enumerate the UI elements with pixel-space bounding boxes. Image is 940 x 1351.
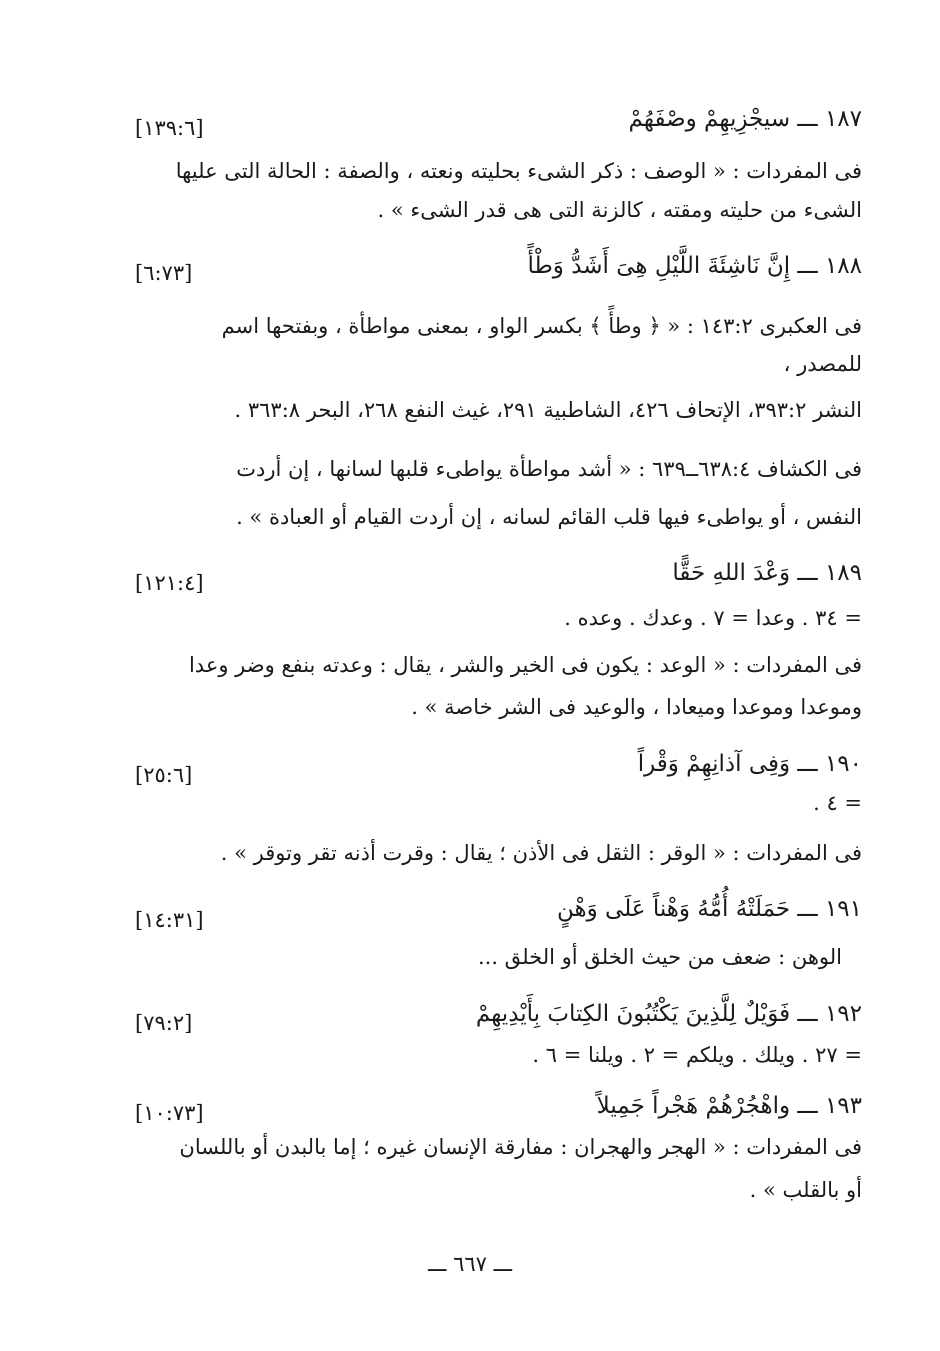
body-line: فى المفردات : « الوقر : الثقل فى الأذن ؛ يقال : وقرت أذنه تقر وتوقر » . xyxy=(220,841,862,865)
body-line: = ٤ . xyxy=(813,791,862,815)
verse-reference: [٦:٧٣] xyxy=(135,261,193,285)
body-line: للمصدر ، xyxy=(783,352,862,376)
body-line: الشىء من حليته ومقته ، كالزنة التى هى قدر الشىء » . xyxy=(377,198,862,222)
body-line: فى المفردات : « الوعد : يكون فى الخير والشر ، يقال : وعدته بنفع وضر وعدا xyxy=(188,653,862,677)
page-number: ـــ ٦٦٧ ـــ xyxy=(427,1252,513,1276)
verse-reference: [١٣٩:٦] xyxy=(135,116,204,140)
entry-heading: ١٩٢ ـــ فَوَيْلٌ لِلَّذِينَ يَكْتُبُونَ الكِتابَ بِأَيْدِيهِمْ xyxy=(475,1001,862,1027)
verse-reference: [١٠:٧٣] xyxy=(135,1101,204,1125)
entry-heading: ١٩١ ـــ حَمَلَتْهُ أُمُّهُ وَهْناً عَلَى وَهْنٍ xyxy=(556,896,862,922)
entry-heading: ١٩٠ ـــ وَفِى آذانِهِمْ وَقْراً xyxy=(637,751,862,777)
verse-reference: [١٢١:٤] xyxy=(135,571,204,595)
body-line: الوهن : ضعف من حيث الخلق أو الخلق ... xyxy=(477,945,842,969)
verse-reference: [٢٥:٦] xyxy=(135,763,193,787)
verse-reference: [٧٩:٢] xyxy=(135,1011,193,1035)
entry-heading: ١٩٣ ـــ واهْجُرْهُمْ هَجْراً جَمِيلاً xyxy=(596,1093,862,1119)
verse-reference: [١٤:٣١] xyxy=(135,908,204,932)
body-line: أو بالقلب » . xyxy=(749,1178,862,1202)
body-line: فى المفردات : « الهجر والهجران : مفارقة الإنسان غيره ؛ إما بالبدن أو باللسان xyxy=(179,1135,862,1159)
body-line: فى المفردات : « الوصف : ذكر الشىء بحليته ونعته ، والصفة : الحالة التى عليها xyxy=(175,159,862,183)
body-line: = ٢٧ . ويلك . ويلكم = ٢ . ويلنا = ٦ . xyxy=(532,1043,862,1067)
body-line: فى العكبرى ١٤٣:٢ : « ﴿ وطأً ﴾ بكسر الواو ، بمعنى مواطأة ، وبفتحها اسم xyxy=(221,314,862,338)
entry-heading: ١٨٩ ـــ وَعْدَ اللهِ حَقًّا xyxy=(672,560,862,586)
entry-heading: ١٨٨ ـــ إِنَّ نَاشِئَةَ اللَّيْلِ هِىَ أَشَدُّ وَطْأً xyxy=(527,253,862,279)
body-line: = ٣٤ . وعدا = ٧ . وعدك . وعده . xyxy=(564,606,862,630)
body-line: النفس ، أو يواطىء فيها قلب القائم لسانه ، إن أردت القيام أو العبادة » . xyxy=(236,505,862,529)
body-line: النشر ٣٩٣:٢، الإتحاف ٤٢٦، الشاطبية ٢٩١، غيث النفع ٢٦٨، البحر ٣٦٣:٨ . xyxy=(234,398,862,422)
entry-heading: ١٨٧ ـــ سيجْزِيهِمْ وصْفَهُمْ xyxy=(628,106,862,132)
body-line: وموعدا وموعدا وميعادا ، والوعيد فى الشر خاصة » . xyxy=(411,695,862,719)
body-line: فى الكشاف ٦٣٨:٤ــ٦٣٩ : « أشد مواطأة يواطىء قلبها لسانها ، إن أردت xyxy=(236,457,862,481)
